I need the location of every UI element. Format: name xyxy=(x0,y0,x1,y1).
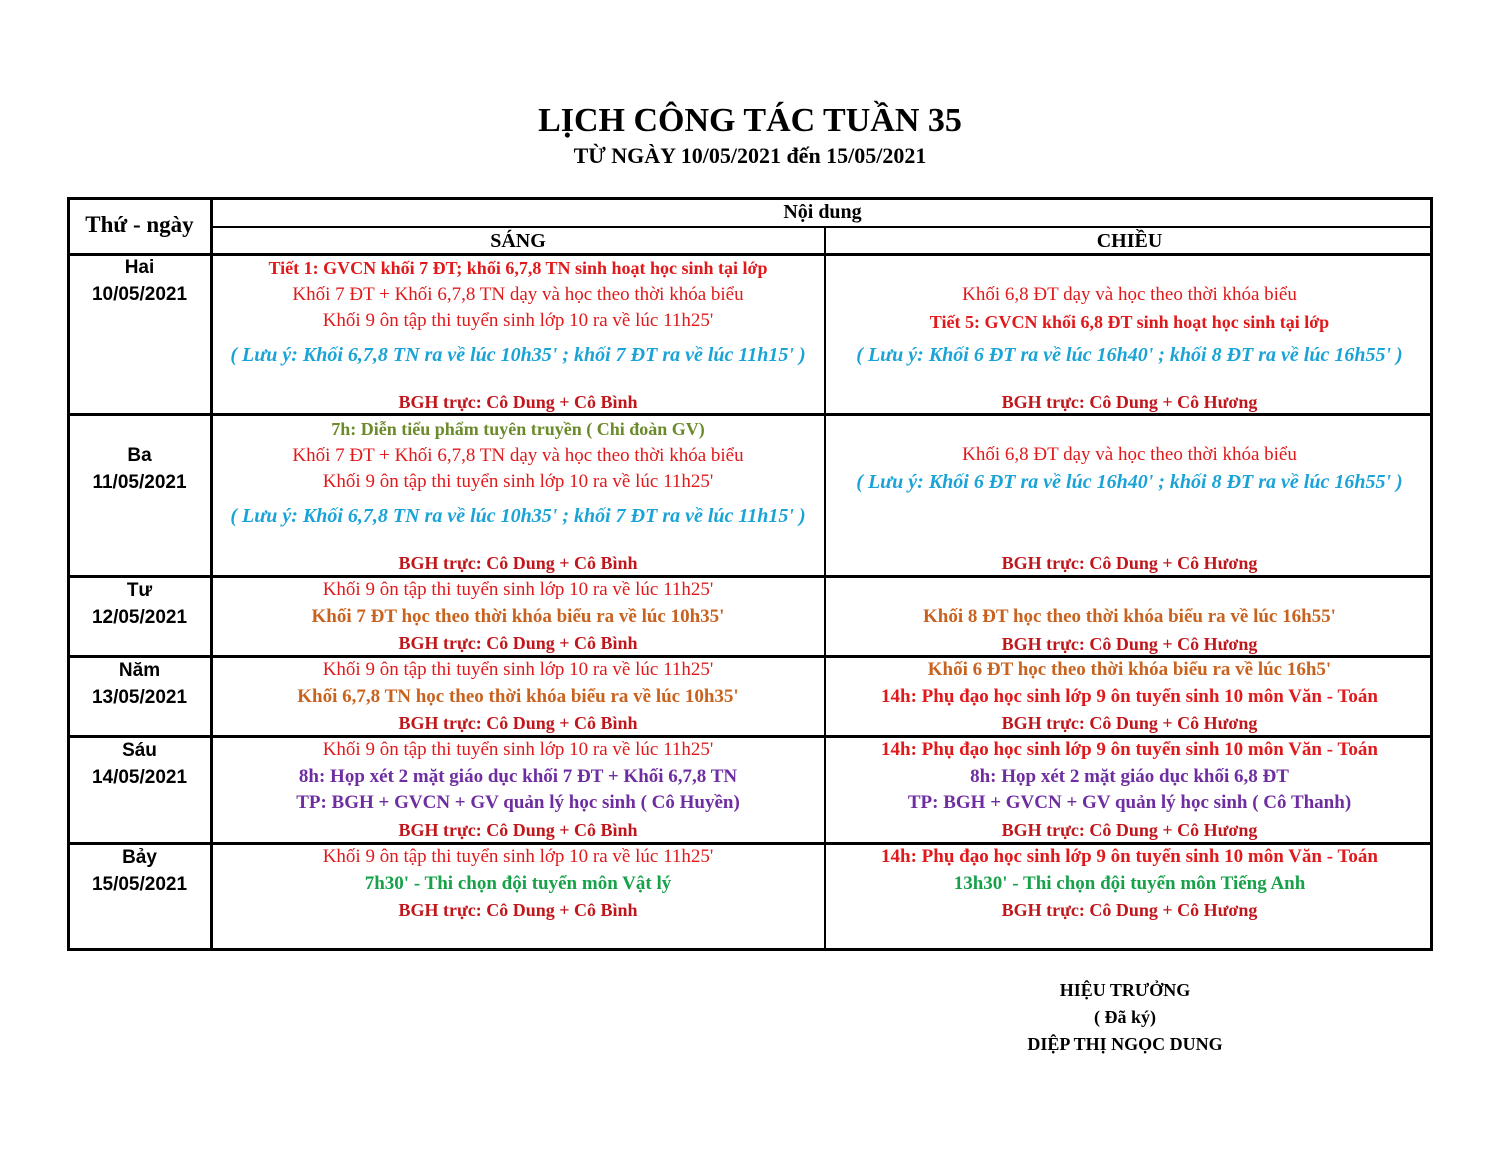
day-date: 11/05/2021 xyxy=(92,472,187,493)
schedule-line: Khối 7 ĐT + Khối 6,7,8 TN dạy và học theo thời khóa biểu xyxy=(292,283,744,305)
day-cell xyxy=(67,254,212,308)
schedule-line: Khối 7 ĐT + Khối 6,7,8 TN dạy và học theo thời khóa biểu xyxy=(292,444,744,466)
day-cell xyxy=(67,657,212,711)
schedule-line: Khối 9 ôn tập thi tuyển sinh lớp 10 ra về lúc 11h25' xyxy=(322,579,714,600)
schedule-line: 13h30' - Thi chọn đội tuyển môn Tiếng Anh xyxy=(953,872,1306,894)
schedule-line: Khối 8 ĐT học theo thời khóa biểu ra về lúc 16h55' xyxy=(923,606,1336,627)
signature-block xyxy=(960,977,1290,1058)
schedule-line: 8h: Họp xét 2 mặt giáo dục khối 6,8 ĐT xyxy=(970,765,1289,787)
afternoon-cell xyxy=(826,737,1433,843)
duty-line: BGH trực: Cô Dung + Cô Hương xyxy=(1001,713,1258,734)
signature-name: DIỆP THỊ NGỌC DUNG xyxy=(1027,1034,1223,1054)
morning-cell xyxy=(212,737,824,843)
duty-line: BGH trực: Cô Dung + Cô Bình xyxy=(398,633,638,654)
duty-line: BGH trực: Cô Dung + Cô Bình xyxy=(398,713,638,734)
day-date: 10/05/2021 xyxy=(91,284,188,305)
duty-line: BGH trực: Cô Dung + Cô Bình xyxy=(398,819,638,840)
afternoon-cell xyxy=(826,282,1433,416)
header-day: Thứ - ngày xyxy=(85,212,194,237)
duty-line: BGH trực: Cô Dung + Cô Bình xyxy=(398,552,638,573)
signature-status: ( Đã ký) xyxy=(1094,1007,1156,1027)
day-date: 12/05/2021 xyxy=(91,607,188,628)
afternoon-cell xyxy=(826,604,1433,657)
note-line: ( Lưu ý: Khối 6,7,8 TN ra về lúc 10h35' ; khối 7 ĐT ra về lúc 11h15' ) xyxy=(230,343,806,366)
signature-position: HIỆU TRƯỞNG xyxy=(1059,980,1191,1000)
day-cell xyxy=(67,737,212,791)
duty-line: BGH trực: Cô Dung + Cô Hương xyxy=(1001,553,1258,573)
schedule-line: Khối 9 ôn tập thi tuyển sinh lớp 10 ra về lúc 11h25' xyxy=(322,471,714,493)
duty-line: BGH trực: Cô Dung + Cô Hương xyxy=(1001,819,1258,840)
day-name: Tư xyxy=(126,580,153,601)
duty-line: BGH trực: Cô Dung + Cô Hương xyxy=(1001,633,1258,654)
morning-cell xyxy=(212,844,824,924)
schedule-line: TP: BGH + GVCN + GV quản lý học sinh ( Cô Thanh) xyxy=(907,792,1352,814)
day-name: Ba xyxy=(127,445,152,466)
duty-line: BGH trực: Cô Dung + Cô Hương xyxy=(1001,392,1258,413)
schedule-line: Tiết 5: GVCN khối 6,8 ĐT sinh hoạt học sinh tại lớp xyxy=(929,311,1330,332)
document-subtitle: TỪ NGÀY 10/05/2021 đến 15/05/2021 xyxy=(573,143,927,168)
morning-cell xyxy=(212,416,824,576)
schedule-line: 14h: Phụ đạo học sinh lớp 9 ôn tuyển sinh 10 môn Văn - Toán xyxy=(881,846,1378,867)
schedule-line: Khối 9 ôn tập thi tuyển sinh lớp 10 ra về lúc 11h25' xyxy=(322,846,714,867)
duty-line: BGH trực: Cô Dung + Cô Hương xyxy=(1001,900,1258,921)
day-date: 13/05/2021 xyxy=(91,687,188,708)
morning-cell xyxy=(212,577,824,657)
schedule-line: TP: BGH + GVCN + GV quản lý học sinh ( Cô Huyền) xyxy=(296,792,740,814)
schedule-line: Khối 9 ôn tập thi tuyển sinh lớp 10 ra về lúc 11h25' xyxy=(322,310,714,332)
schedule-line: Khối 6,8 ĐT dạy và học theo thời khóa biểu xyxy=(962,284,1297,305)
header-afternoon: CHIỀU xyxy=(1096,230,1163,252)
schedule-line: Tiết 1: GVCN khối 7 ĐT; khối 6,7,8 TN sinh hoạt học sinh tại lớp xyxy=(268,258,768,278)
afternoon-duty xyxy=(826,550,1433,577)
day-name: Sáu xyxy=(122,740,157,761)
day-name: Bảy xyxy=(122,847,157,868)
schedule-line: Khối 6 ĐT học theo thời khóa biểu ra về lúc 16h5' xyxy=(927,659,1332,680)
schedule-line: 7h30' - Thi chọn đội tuyển môn Vật lý xyxy=(364,872,672,894)
schedule-line: Khối 7 ĐT học theo thời khóa biểu ra về lúc 10h35' xyxy=(311,605,725,627)
day-date: 14/05/2021 xyxy=(91,767,188,788)
duty-line: BGH trực: Cô Dung + Cô Bình xyxy=(398,391,638,412)
duty-line: BGH trực: Cô Dung + Cô Bình xyxy=(398,900,638,921)
note-line: ( Lưu ý: Khối 6 ĐT ra về lúc 16h40' ; khối 8 ĐT ra về lúc 16h55' ) xyxy=(856,470,1403,493)
schedule-line: 8h: Họp xét 2 mặt giáo dục khối 7 ĐT + Khối 6,7,8 TN xyxy=(298,765,738,787)
schedule-line: Khối 9 ôn tập thi tuyển sinh lớp 10 ra về lúc 11h25' xyxy=(322,659,714,680)
schedule-line: Khối 6,7,8 TN học theo thời khóa biểu ra về lúc 10h35' xyxy=(297,685,739,707)
afternoon-cell xyxy=(826,442,1433,495)
morning-cell xyxy=(212,255,824,415)
schedule-line: 7h: Diễn tiểu phẩm tuyên truyền ( Chi đoàn GV) xyxy=(331,419,705,439)
schedule-line: 14h: Phụ đạo học sinh lớp 9 ôn tuyển sinh 10 môn Văn - Toán xyxy=(881,739,1378,760)
afternoon-cell xyxy=(826,844,1433,924)
day-name: Năm xyxy=(118,660,161,681)
day-cell xyxy=(67,442,212,496)
day-name: Hai xyxy=(124,257,155,278)
schedule-line: 14h: Phụ đạo học sinh lớp 9 ôn tuyển sinh 10 môn Văn - Toán xyxy=(881,685,1378,707)
note-line: ( Lưu ý: Khối 6 ĐT ra về lúc 16h40' ; khối 8 ĐT ra về lúc 16h55' ) xyxy=(856,344,1403,367)
day-date: 15/05/2021 xyxy=(91,874,188,895)
schedule-line: Khối 6,8 ĐT dạy và học theo thời khóa biểu xyxy=(962,444,1297,465)
day-cell xyxy=(67,844,212,898)
schedule-line: Khối 9 ôn tập thi tuyển sinh lớp 10 ra về lúc 11h25' xyxy=(322,739,714,760)
afternoon-cell xyxy=(826,657,1433,737)
document-title: LỊCH CÔNG TÁC TUẦN 35 xyxy=(538,102,962,139)
day-cell xyxy=(67,577,212,631)
header-content: Nội dung xyxy=(783,201,862,223)
morning-cell xyxy=(212,657,824,737)
header-morning: SÁNG xyxy=(490,230,546,252)
note-line: ( Lưu ý: Khối 6,7,8 TN ra về lúc 10h35' ; khối 7 ĐT ra về lúc 11h15' ) xyxy=(230,504,806,527)
